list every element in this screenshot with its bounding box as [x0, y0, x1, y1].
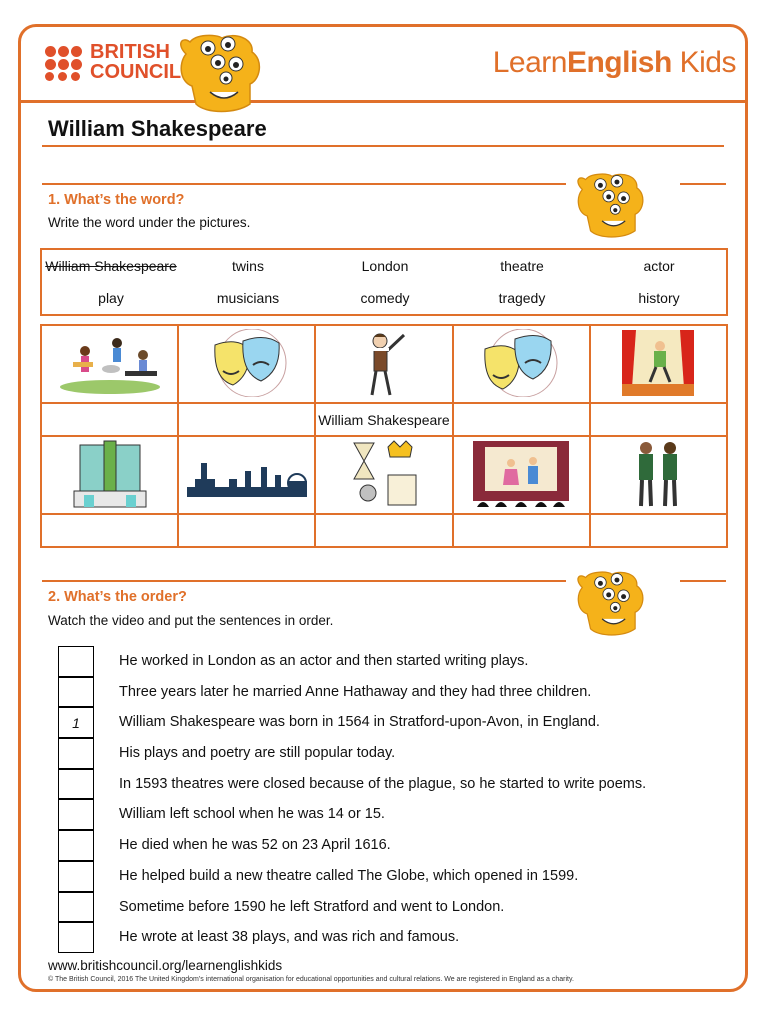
order-number-box[interactable]: 1: [58, 707, 94, 738]
footer-copyright: © The British Council, 2016 The United Kingdom’s international organisation for educational opportunities and cultural relations. We are registered in England as a charity.: [48, 976, 574, 983]
british-council-logo-text: BRITISH COUNCIL: [90, 41, 182, 83]
order-number-box[interactable]: [58, 677, 94, 708]
section1-line-right: [680, 183, 726, 185]
order-sentence: He wrote at least 38 plays, and was rich and famous.: [119, 929, 460, 946]
footer-url[interactable]: www.britishcouncil.org/learnenglishkids: [48, 958, 283, 973]
order-sentence: His plays and poetry are still popular today.: [119, 745, 396, 762]
word-bank: [40, 248, 728, 316]
masks-picture-2-icon: [471, 329, 571, 397]
order-sentence: He died when he was 52 on 23 April 1616.: [119, 837, 391, 854]
answer-cell[interactable]: [453, 403, 590, 436]
picture-grid: [40, 324, 728, 548]
word-bank-item: twins: [232, 258, 264, 274]
word-bank-item: William Shakespeare: [45, 258, 177, 274]
answer-cell[interactable]: William Shakespeare: [315, 403, 452, 436]
page-title: William Shakespeare: [48, 116, 267, 141]
musicians-picture-icon: [55, 329, 165, 397]
answer-cell[interactable]: [590, 514, 727, 547]
picture-cell: [315, 325, 452, 403]
play-on-stage-picture-icon: [471, 439, 571, 509]
answer-cell[interactable]: [315, 514, 452, 547]
order-number-box[interactable]: [58, 922, 94, 953]
picture-cell: [453, 436, 590, 514]
section1-instruction: Write the word under the pictures.: [48, 215, 251, 230]
order-sentence: William Shakespeare was born in 1564 in Stratford-upon-Avon, in England.: [119, 714, 600, 731]
word-bank-item: tragedy: [498, 290, 546, 306]
actor-on-stage-picture-icon: [618, 328, 698, 398]
order-number-box[interactable]: [58, 799, 94, 830]
picture-cell: [315, 436, 452, 514]
monster-mascot-small-2-icon: [574, 568, 650, 640]
monster-mascot-small-icon: [574, 170, 650, 242]
order-sentence: He worked in London as an actor and then started writing plays.: [119, 653, 529, 669]
shakespeare-picture-icon: [354, 327, 414, 399]
order-sentence: Three years later he married Anne Hathaway and they had three children.: [119, 683, 592, 700]
word-bank-item: play: [98, 290, 124, 306]
london-skyline-picture-icon: [185, 449, 309, 499]
word-bank-item: comedy: [360, 290, 410, 306]
picture-cell: [41, 436, 178, 514]
order-number-box[interactable]: [58, 892, 94, 923]
british-council-logo-icon: [45, 46, 85, 82]
order-number-box[interactable]: [58, 830, 94, 861]
masks-picture-icon: [197, 329, 297, 397]
picture-cell: [178, 325, 315, 403]
word-bank-item: actor: [643, 258, 675, 274]
word-bank-item: history: [638, 290, 680, 306]
word-bank-item: London: [361, 258, 409, 274]
title-underline: [42, 145, 724, 147]
picture-cell: [178, 436, 315, 514]
answer-cell[interactable]: [590, 403, 727, 436]
monster-mascot-icon: [176, 34, 268, 114]
answer-cell[interactable]: [41, 514, 178, 547]
word-bank-item: theatre: [500, 258, 544, 274]
order-number-box[interactable]: [58, 738, 94, 769]
order-number-box[interactable]: [58, 861, 94, 892]
theatre-building-picture-icon: [70, 439, 150, 509]
order-sentence: William left school when he was 14 or 15.: [119, 806, 385, 823]
section1-line: [42, 183, 566, 185]
section2-title: 2. What’s the order?: [48, 589, 187, 605]
order-sentence: Sometime before 1590 he left Stratford and went to London.: [119, 898, 505, 915]
picture-cell: [590, 325, 727, 403]
twins-picture-icon: [628, 438, 688, 510]
picture-cell: [41, 325, 178, 403]
answer-cell[interactable]: [178, 403, 315, 436]
picture-cell: [453, 325, 590, 403]
answer-cell[interactable]: [453, 514, 590, 547]
section1-title: 1. What’s the word?: [48, 192, 185, 208]
answer-cell[interactable]: [41, 403, 178, 436]
word-bank-item: musicians: [216, 290, 280, 306]
history-items-picture-icon: [344, 439, 424, 509]
answer-cell[interactable]: [178, 514, 315, 547]
header-divider: [18, 100, 748, 103]
order-sentence: He helped build a new theatre called The Globe, which opened in 1599.: [119, 867, 579, 884]
section2-instruction: Watch the video and put the sentences in order.: [48, 613, 334, 628]
section2-line: [42, 580, 566, 582]
learnenglish-kids-logo: LearnEnglish Kids: [492, 46, 736, 79]
picture-cell: [590, 436, 727, 514]
order-number-box[interactable]: [58, 646, 94, 677]
order-number-box[interactable]: [58, 769, 94, 800]
order-sentence: In 1593 theatres were closed because of the plague, so he started to write poems.: [119, 775, 647, 792]
section2-line-right: [680, 580, 726, 582]
